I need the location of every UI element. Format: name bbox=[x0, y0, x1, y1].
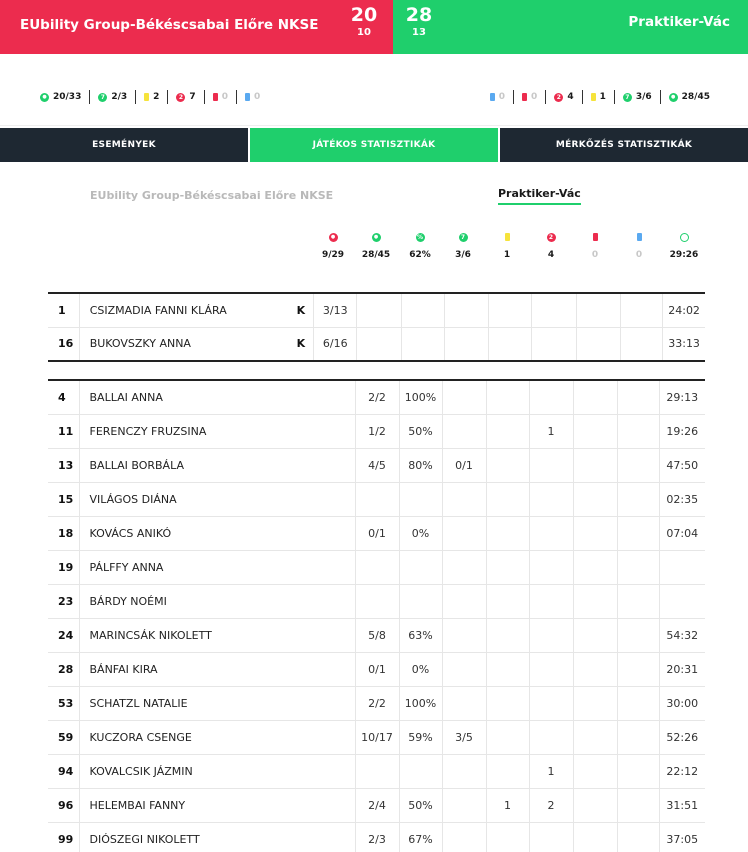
time-cell bbox=[659, 550, 705, 584]
stat-cell bbox=[532, 293, 576, 327]
goals-cell bbox=[355, 754, 399, 788]
two-minute-cell bbox=[529, 448, 573, 482]
stat-header-clock bbox=[662, 230, 706, 260]
summary-value: 1 bbox=[599, 92, 606, 102]
red-card-cell bbox=[573, 448, 617, 482]
jersey-number: 1 bbox=[48, 293, 79, 327]
summary-value: 0 bbox=[498, 92, 506, 102]
yellow-card-icon bbox=[591, 93, 596, 101]
stat-header-value: 9/29 bbox=[321, 250, 345, 260]
red-card-cell bbox=[573, 720, 617, 754]
seven-meter-cell bbox=[442, 380, 486, 414]
clock-icon bbox=[680, 233, 689, 242]
blue-card-cell bbox=[617, 686, 659, 720]
percent-cell: 67% bbox=[399, 822, 442, 852]
seven-meter-icon: 7 bbox=[459, 233, 468, 242]
stat-header bbox=[0, 208, 748, 268]
stat-header-red-card bbox=[573, 230, 617, 260]
team-switch-away[interactable]: Praktiker-Vác bbox=[498, 187, 581, 205]
red-card-cell bbox=[573, 584, 617, 618]
home-summary-red-card bbox=[205, 90, 237, 104]
red-card-cell bbox=[573, 482, 617, 516]
summary-value: 0 bbox=[531, 92, 538, 102]
yellow-card-icon bbox=[505, 233, 510, 241]
goals-cell: 2/3 bbox=[355, 822, 399, 852]
percent-cell: 80% bbox=[399, 448, 442, 482]
red-card-cell bbox=[573, 516, 617, 550]
percent-cell: 50% bbox=[399, 414, 442, 448]
stat-cell bbox=[532, 327, 576, 361]
red-card-cell bbox=[573, 618, 617, 652]
player-row[interactable] bbox=[48, 380, 705, 414]
away-halftime-score: 13 bbox=[412, 27, 426, 38]
red-card-cell bbox=[573, 686, 617, 720]
player-row[interactable] bbox=[48, 448, 705, 482]
away-team-name[interactable]: Praktiker-Vác bbox=[628, 14, 730, 30]
saves-cell: 6/16 bbox=[314, 327, 357, 361]
red-card-cell bbox=[573, 380, 617, 414]
stat-header-ball bbox=[354, 230, 398, 260]
match-summary bbox=[0, 54, 748, 126]
red-card-icon bbox=[522, 93, 527, 101]
time-cell: 37:05 bbox=[659, 822, 705, 852]
time-cell: 29:13 bbox=[659, 380, 705, 414]
home-summary bbox=[32, 90, 268, 104]
yellow-card-cell bbox=[486, 720, 529, 754]
percent-cell: 100% bbox=[399, 380, 442, 414]
two-minute-icon: 2 bbox=[547, 233, 556, 242]
goals-cell: 0/1 bbox=[355, 652, 399, 686]
two-minute-cell bbox=[529, 652, 573, 686]
red-card-cell bbox=[573, 754, 617, 788]
time-cell: 07:04 bbox=[659, 516, 705, 550]
stat-cell bbox=[489, 327, 532, 361]
goalkeeper-row[interactable] bbox=[48, 293, 705, 327]
stat-cell bbox=[357, 293, 401, 327]
yellow-card-cell bbox=[486, 686, 529, 720]
home-score-block bbox=[344, 4, 384, 40]
home-summary-yellow-card bbox=[136, 90, 168, 104]
blue-card-cell bbox=[617, 414, 659, 448]
yellow-card-cell bbox=[486, 652, 529, 686]
percent-cell: 0% bbox=[399, 652, 442, 686]
yellow-card-cell bbox=[486, 754, 529, 788]
blue-card-cell bbox=[617, 482, 659, 516]
stat-header-yellow-card bbox=[485, 230, 529, 260]
home-team-name[interactable]: EUbility Group-Békéscsabai Előre NKSE bbox=[20, 17, 319, 33]
blue-card-cell bbox=[617, 448, 659, 482]
summary-value: 0 bbox=[253, 92, 261, 102]
tab-player-stats[interactable]: JÁTÉKOS STATISZTIKÁK bbox=[248, 128, 498, 162]
goals-cell: 10/17 bbox=[355, 720, 399, 754]
stat-header-percent bbox=[398, 230, 442, 260]
two-minute-cell bbox=[529, 482, 573, 516]
ball-icon: ● bbox=[372, 233, 381, 242]
player-name: MARINCSÁK NIKOLETT bbox=[79, 618, 355, 652]
jersey-number: 94 bbox=[48, 754, 79, 788]
saves-cell: 3/13 bbox=[314, 293, 357, 327]
stat-cell bbox=[576, 327, 620, 361]
time-cell: 47:50 bbox=[659, 448, 705, 482]
stat-header-value: 62% bbox=[409, 250, 431, 260]
player-name: HELEMBAI FANNY bbox=[79, 788, 355, 822]
jersey-number: 19 bbox=[48, 550, 79, 584]
time-cell: 54:32 bbox=[659, 618, 705, 652]
yellow-card-cell bbox=[486, 516, 529, 550]
summary-value: 2/3 bbox=[111, 92, 128, 102]
player-name: KOVÁCS ANIKÓ bbox=[79, 516, 355, 550]
player-name bbox=[79, 293, 313, 327]
two-minute-cell bbox=[529, 822, 573, 852]
goals-cell: 4/5 bbox=[355, 448, 399, 482]
time-cell: 33:13 bbox=[663, 327, 705, 361]
percent-cell bbox=[399, 550, 442, 584]
jersey-number: 4 bbox=[48, 380, 79, 414]
player-row[interactable] bbox=[48, 550, 705, 584]
player-name: SCHATZL NATALIE bbox=[79, 686, 355, 720]
ball-icon: ● bbox=[669, 93, 678, 102]
seven-meter-cell bbox=[442, 822, 486, 852]
seven-meter-icon: 7 bbox=[98, 93, 107, 102]
stat-header-value: 28/45 bbox=[361, 250, 391, 260]
player-name: BALLAI ANNA bbox=[79, 380, 355, 414]
red-card-icon bbox=[213, 93, 218, 101]
player-row[interactable] bbox=[48, 686, 705, 720]
player-name: KOVALCSIK JÁZMIN bbox=[79, 754, 355, 788]
home-score: 20 bbox=[350, 4, 378, 26]
blue-card-cell bbox=[617, 720, 659, 754]
player-row[interactable] bbox=[48, 788, 705, 822]
seven-meter-cell bbox=[442, 414, 486, 448]
stat-header-value: 0 bbox=[591, 250, 599, 260]
two-minute-cell bbox=[529, 720, 573, 754]
player-row[interactable] bbox=[48, 652, 705, 686]
stat-header-blue-card bbox=[617, 230, 661, 260]
percent-cell bbox=[399, 754, 442, 788]
stat-cell bbox=[357, 327, 401, 361]
player-row[interactable] bbox=[48, 584, 705, 618]
two-minute-cell bbox=[529, 584, 573, 618]
player-row[interactable] bbox=[48, 720, 705, 754]
stat-cell bbox=[620, 293, 662, 327]
goals-cell: 1/2 bbox=[355, 414, 399, 448]
tab-match-stats[interactable]: MÉRKŐZÉS STATISZTIKÁK bbox=[498, 128, 748, 162]
player-name: KUCZORA CSENGE bbox=[79, 720, 355, 754]
jersey-number: 24 bbox=[48, 618, 79, 652]
away-summary-red-card bbox=[514, 90, 546, 104]
goals-cell bbox=[355, 584, 399, 618]
percent-cell bbox=[399, 584, 442, 618]
jersey-number: 16 bbox=[48, 327, 79, 361]
stat-cell bbox=[620, 327, 662, 361]
blue-card-cell bbox=[617, 550, 659, 584]
jersey-number: 23 bbox=[48, 584, 79, 618]
summary-value: 7 bbox=[189, 92, 196, 102]
two-minute-cell bbox=[529, 686, 573, 720]
away-summary-ball bbox=[661, 90, 718, 104]
two-minute-cell bbox=[529, 618, 573, 652]
stat-cell bbox=[489, 293, 532, 327]
summary-value: 2 bbox=[153, 92, 160, 102]
player-name: PÁLFFY ANNA bbox=[79, 550, 355, 584]
player-name: DIÓSZEGI NIKOLETT bbox=[79, 822, 355, 852]
home-team-bar bbox=[0, 0, 393, 54]
red-card-cell bbox=[573, 414, 617, 448]
yellow-card-cell bbox=[486, 448, 529, 482]
red-card-icon bbox=[593, 233, 598, 241]
yellow-card-cell bbox=[486, 584, 529, 618]
goals-cell: 2/2 bbox=[355, 686, 399, 720]
stat-header-value: 4 bbox=[547, 250, 555, 260]
seven-meter-cell bbox=[442, 754, 486, 788]
stat-cell bbox=[444, 327, 488, 361]
stat-header-save bbox=[311, 230, 355, 260]
seven-meter-cell bbox=[442, 550, 486, 584]
yellow-card-cell: 1 bbox=[486, 788, 529, 822]
red-card-cell bbox=[573, 550, 617, 584]
two-minute-cell: 1 bbox=[529, 414, 573, 448]
jersey-number: 15 bbox=[48, 482, 79, 516]
time-cell: 31:51 bbox=[659, 788, 705, 822]
seven-meter-cell bbox=[442, 686, 486, 720]
stat-header-seven-meter bbox=[441, 230, 485, 260]
blue-card-cell bbox=[617, 822, 659, 852]
player-row[interactable] bbox=[48, 822, 705, 852]
jersey-number: 28 bbox=[48, 652, 79, 686]
stat-cell bbox=[576, 293, 620, 327]
blue-card-cell bbox=[617, 380, 659, 414]
player-name: VILÁGOS DIÁNA bbox=[79, 482, 355, 516]
blue-card-icon bbox=[245, 93, 250, 101]
home-summary-blue-card bbox=[237, 90, 268, 104]
save-icon: ● bbox=[329, 233, 338, 242]
time-cell: 30:00 bbox=[659, 686, 705, 720]
jersey-number: 18 bbox=[48, 516, 79, 550]
seven-meter-cell bbox=[442, 618, 486, 652]
time-cell: 19:26 bbox=[659, 414, 705, 448]
time-cell bbox=[659, 584, 705, 618]
time-cell: 24:02 bbox=[663, 293, 705, 327]
home-halftime-score: 10 bbox=[357, 27, 371, 38]
red-card-cell bbox=[573, 652, 617, 686]
goals-cell: 2/2 bbox=[355, 380, 399, 414]
player-row[interactable] bbox=[48, 482, 705, 516]
stat-header-value: 29:26 bbox=[669, 250, 699, 260]
player-name: BALLAI BORBÁLA bbox=[79, 448, 355, 482]
away-score: 28 bbox=[405, 4, 433, 26]
home-summary-two-minute bbox=[168, 90, 204, 104]
two-minute-cell bbox=[529, 550, 573, 584]
yellow-card-cell bbox=[486, 822, 529, 852]
players-table bbox=[48, 379, 705, 852]
blue-card-cell bbox=[617, 618, 659, 652]
time-cell: 52:26 bbox=[659, 720, 705, 754]
player-name-text: CSIZMADIA FANNI KLÁRA bbox=[89, 303, 227, 317]
summary-value: 28/45 bbox=[681, 92, 710, 102]
yellow-card-cell bbox=[486, 414, 529, 448]
blue-card-cell bbox=[617, 754, 659, 788]
player-row[interactable] bbox=[48, 754, 705, 788]
player-name: BÁRDY NOÉMI bbox=[79, 584, 355, 618]
player-name-text: BUKOVSZKY ANNA bbox=[89, 337, 191, 351]
stat-cell bbox=[444, 293, 488, 327]
blue-card-icon bbox=[490, 93, 495, 101]
two-minute-icon: 2 bbox=[554, 93, 563, 102]
team-switch-home[interactable]: EUbility Group-Békéscsabai Előre NKSE bbox=[90, 189, 334, 202]
seven-meter-cell bbox=[442, 482, 486, 516]
away-summary-blue-card bbox=[482, 90, 514, 104]
two-minute-cell: 2 bbox=[529, 788, 573, 822]
goalkeeper-row[interactable] bbox=[48, 327, 705, 361]
stat-header-value: 3/6 bbox=[455, 250, 471, 260]
two-minute-icon: 2 bbox=[176, 93, 185, 102]
away-team-bar bbox=[393, 0, 748, 54]
yellow-card-cell bbox=[486, 550, 529, 584]
time-cell: 20:31 bbox=[659, 652, 705, 686]
away-summary-seven-meter bbox=[615, 90, 661, 104]
two-minute-cell bbox=[529, 380, 573, 414]
seven-meter-cell bbox=[442, 516, 486, 550]
two-minute-cell: 1 bbox=[529, 754, 573, 788]
stat-header-two-minute bbox=[529, 230, 573, 260]
percent-cell: 63% bbox=[399, 618, 442, 652]
summary-value: 4 bbox=[567, 92, 574, 102]
player-name: BÁNFAI KIRA bbox=[79, 652, 355, 686]
blue-card-cell bbox=[617, 652, 659, 686]
home-summary-seven-meter bbox=[90, 90, 136, 104]
red-card-cell bbox=[573, 788, 617, 822]
summary-value: 20/33 bbox=[53, 92, 82, 102]
goalkeepers-table bbox=[48, 292, 705, 362]
percent-cell: 100% bbox=[399, 686, 442, 720]
player-row[interactable] bbox=[48, 618, 705, 652]
seven-meter-cell: 0/1 bbox=[442, 448, 486, 482]
percent-cell: 50% bbox=[399, 788, 442, 822]
player-name: FERENCZY FRUZSINA bbox=[79, 414, 355, 448]
jersey-number: 53 bbox=[48, 686, 79, 720]
tab-events[interactable]: ESEMÉNYEK bbox=[0, 128, 248, 162]
time-cell: 22:12 bbox=[659, 754, 705, 788]
goalkeeper-badge: K bbox=[296, 337, 306, 351]
seven-meter-cell bbox=[442, 584, 486, 618]
seven-meter-cell: 3/5 bbox=[442, 720, 486, 754]
yellow-card-icon bbox=[144, 93, 149, 101]
stat-header-value: 0 bbox=[635, 250, 643, 260]
away-summary bbox=[482, 90, 718, 104]
away-score-block bbox=[399, 4, 439, 40]
blue-card-cell bbox=[617, 788, 659, 822]
percent-cell: 0% bbox=[399, 516, 442, 550]
jersey-number: 13 bbox=[48, 448, 79, 482]
goals-cell: 0/1 bbox=[355, 516, 399, 550]
player-row[interactable] bbox=[48, 414, 705, 448]
jersey-number: 11 bbox=[48, 414, 79, 448]
ball-icon: ● bbox=[40, 93, 49, 102]
goals-cell: 5/8 bbox=[355, 618, 399, 652]
player-name bbox=[79, 327, 313, 361]
player-row[interactable] bbox=[48, 516, 705, 550]
team-switch bbox=[0, 162, 748, 208]
percent-cell bbox=[399, 482, 442, 516]
seven-meter-cell bbox=[442, 788, 486, 822]
goals-cell bbox=[355, 482, 399, 516]
away-summary-two-minute bbox=[546, 90, 582, 104]
goals-cell bbox=[355, 550, 399, 584]
yellow-card-cell bbox=[486, 482, 529, 516]
jersey-number: 59 bbox=[48, 720, 79, 754]
yellow-card-cell bbox=[486, 618, 529, 652]
percent-icon: % bbox=[416, 233, 423, 241]
goals-cell: 2/4 bbox=[355, 788, 399, 822]
home-summary-ball bbox=[32, 90, 90, 104]
summary-value: 0 bbox=[221, 92, 228, 102]
two-minute-cell bbox=[529, 516, 573, 550]
away-summary-yellow-card bbox=[583, 90, 615, 104]
seven-meter-icon: 7 bbox=[623, 93, 632, 102]
scoreboard bbox=[0, 0, 748, 54]
goalkeeper-badge: K bbox=[296, 303, 306, 317]
blue-card-cell bbox=[617, 516, 659, 550]
percent-cell: 59% bbox=[399, 720, 442, 754]
stat-cell bbox=[401, 327, 444, 361]
jersey-number: 96 bbox=[48, 788, 79, 822]
blue-card-icon bbox=[637, 233, 642, 241]
yellow-card-cell bbox=[486, 380, 529, 414]
jersey-number: 99 bbox=[48, 822, 79, 852]
time-cell: 02:35 bbox=[659, 482, 705, 516]
stat-cell bbox=[401, 293, 444, 327]
seven-meter-cell bbox=[442, 652, 486, 686]
red-card-cell bbox=[573, 822, 617, 852]
summary-value: 3/6 bbox=[635, 92, 652, 102]
stat-header-value: 1 bbox=[503, 250, 511, 260]
tab-bar bbox=[0, 128, 748, 162]
blue-card-cell bbox=[617, 584, 659, 618]
